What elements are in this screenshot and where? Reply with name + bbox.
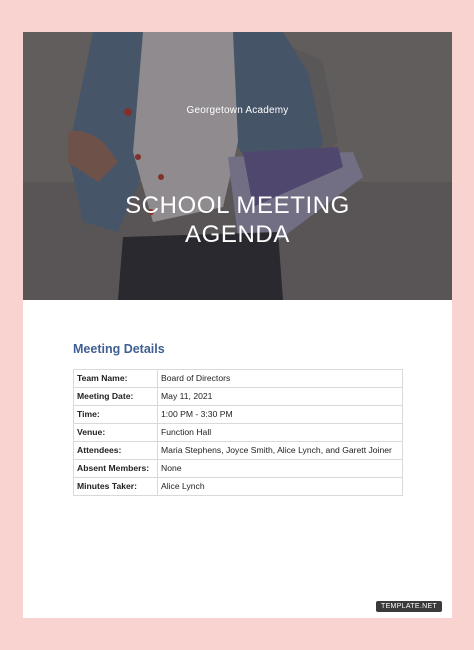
meeting-details-table [73,369,403,496]
organization-name: Georgetown Academy [186,105,289,116]
table-row [74,370,403,388]
meeting-details-heading: Meeting Details [73,342,165,356]
watermark-badge: TEMPLATE.NET [376,601,442,612]
row-value: 1:00 PM - 3:30 PM [158,406,403,424]
table-row [74,424,403,442]
document-page [23,32,452,618]
table-row [74,388,403,406]
row-value: Function Hall [158,424,403,442]
row-label: Attendees: [74,442,158,460]
photo-overlay [23,32,452,300]
table-row [74,478,403,496]
row-label: Team Name: [74,370,158,388]
row-label: Time: [74,406,158,424]
title-line-1: SCHOOL MEETING [125,192,350,219]
table-row [74,460,403,478]
row-value: May 11, 2021 [158,388,403,406]
row-value: Maria Stephens, Joyce Smith, Alice Lynch, and Garett Joiner [158,442,403,460]
row-label: Minutes Taker: [74,478,158,496]
document-title [23,191,452,249]
row-label: Venue: [74,424,158,442]
title-line-2: AGENDA [185,221,290,248]
row-value: None [158,460,403,478]
cover-photo-banner [23,32,452,300]
table-row [74,442,403,460]
row-label: Meeting Date: [74,388,158,406]
row-label: Absent Members: [74,460,158,478]
row-value: Board of Directors [158,370,403,388]
row-value: Alice Lynch [158,478,403,496]
table-row [74,406,403,424]
